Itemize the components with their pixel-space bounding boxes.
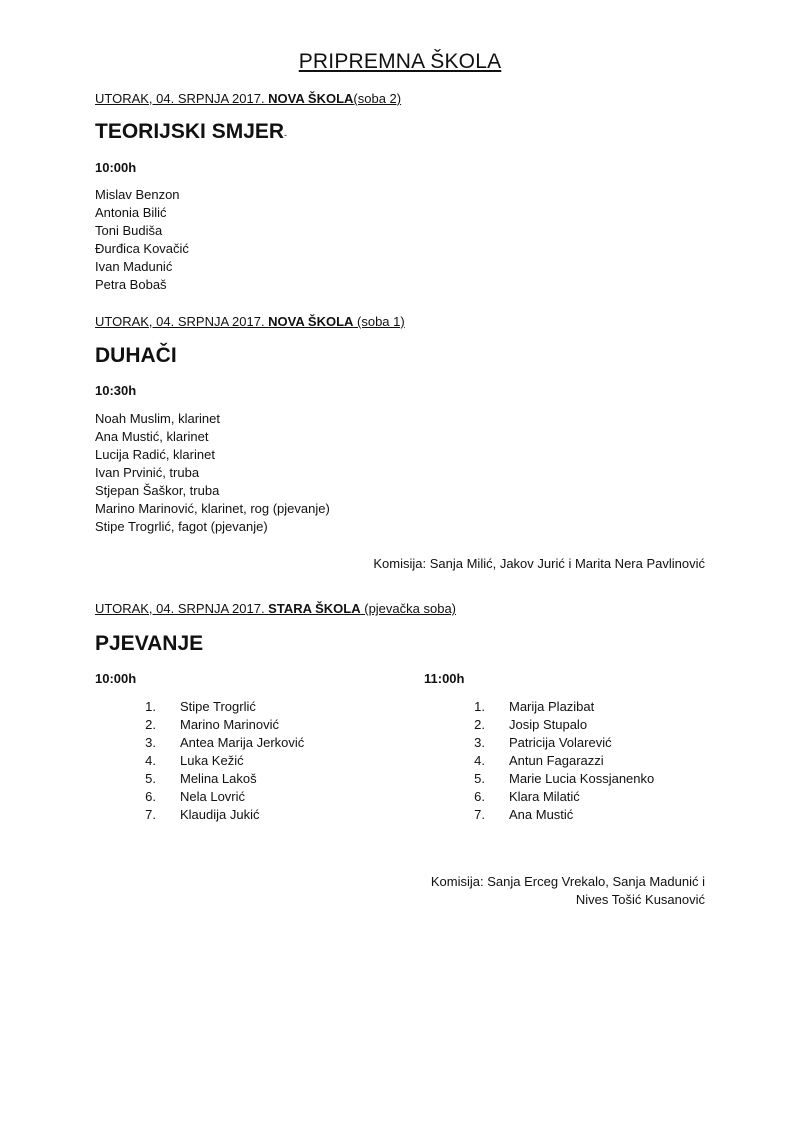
- page-title: PRIPREMNA ŠKOLA: [298, 50, 502, 73]
- winds-dateline: [95, 314, 405, 329]
- theory-school: NOVA ŠKOLA: [268, 91, 354, 106]
- theory-heading: [95, 120, 287, 144]
- singing-school: STARA ŠKOLA: [268, 601, 361, 616]
- list-item: Ana Mustić, klarinet: [95, 429, 209, 444]
- list-item: Ivan Prvinić, truba: [95, 465, 200, 480]
- list-item: 6. Nela Lovrić: [145, 789, 246, 804]
- list-item: 7. Ana Mustić: [474, 807, 574, 822]
- list-item: 5. Melina Lakoš: [145, 771, 257, 786]
- list-item: Stipe Trogrlić, fagot (pjevanje): [95, 519, 268, 534]
- winds-heading: DUHAČI: [95, 344, 177, 367]
- list-item: Lucija Radić, klarinet: [95, 447, 215, 462]
- winds-name-list: [95, 410, 330, 536]
- list-item: Marino Marinović, klarinet, rog (pjevanje): [95, 501, 330, 516]
- singing-room: (pjevačka soba): [360, 601, 457, 616]
- list-item: 7. Klaudija Jukić: [145, 807, 260, 822]
- singing-left-list: [132, 698, 304, 824]
- list-item: Đurđica Kovačić: [95, 241, 189, 256]
- list-item: 1. Stipe Trogrlić: [145, 699, 256, 714]
- winds-commission: Komisija: Sanja Milić, Jakov Jurić i Marita Nera Pavlinović: [373, 556, 705, 571]
- theory-time: 10:00h: [95, 160, 137, 175]
- singing-right-time: 11:00h: [424, 671, 465, 686]
- singing-dateline: [95, 601, 456, 616]
- winds-time: 10:30h: [95, 383, 137, 398]
- winds-school: NOVA ŠKOLA: [268, 314, 354, 329]
- singing-heading: PJEVANJE: [95, 632, 204, 655]
- singing-commission: [431, 873, 705, 909]
- theory-heading-text: TEORIJSKI SMJER: [95, 120, 285, 143]
- list-item: 4. Antun Fagarazzi: [474, 753, 604, 768]
- list-item: Ivan Madunić: [95, 259, 173, 274]
- list-item: 2. Josip Stupalo: [474, 717, 588, 732]
- list-item: 4. Luka Kežić: [145, 753, 244, 768]
- list-item: Stjepan Šaškor, truba: [95, 483, 220, 498]
- list-item: Petra Bobaš: [95, 277, 167, 292]
- winds-date: UTORAK, 04. SRPNJA 2017.: [95, 314, 269, 329]
- list-item: 1. Marija Plazibat: [474, 699, 595, 714]
- theory-date: UTORAK, 04. SRPNJA 2017.: [95, 91, 269, 106]
- list-item: Noah Muslim, klarinet: [95, 411, 220, 426]
- list-item: 3. Patricija Volarević: [474, 735, 612, 750]
- singing-commission-line2: Nives Tošić Kusanović: [575, 892, 705, 907]
- singing-right-list: [461, 698, 654, 824]
- list-item: 3. Antea Marija Jerković: [145, 735, 305, 750]
- winds-room: (soba 1): [353, 314, 405, 329]
- list-item: Toni Budiša: [95, 223, 163, 238]
- theory-dateline: [95, 91, 401, 106]
- theory-room: (soba 2): [353, 91, 402, 106]
- singing-date: UTORAK, 04. SRPNJA 2017.: [95, 601, 269, 616]
- list-item: 5. Marie Lucia Kossjanenko: [474, 771, 655, 786]
- list-item: 6. Klara Milatić: [474, 789, 580, 804]
- list-item: 2. Marino Marinović: [145, 717, 279, 732]
- singing-left-time: 10:00h: [95, 671, 137, 686]
- singing-commission-line1: Komisija: Sanja Erceg Vrekalo, Sanja Madunić i: [430, 874, 705, 889]
- list-item: Mislav Benzon: [95, 187, 180, 202]
- theory-name-list: [95, 186, 189, 294]
- theory-heading-suffix: -: [284, 130, 288, 140]
- list-item: Antonia Bilić: [95, 205, 167, 220]
